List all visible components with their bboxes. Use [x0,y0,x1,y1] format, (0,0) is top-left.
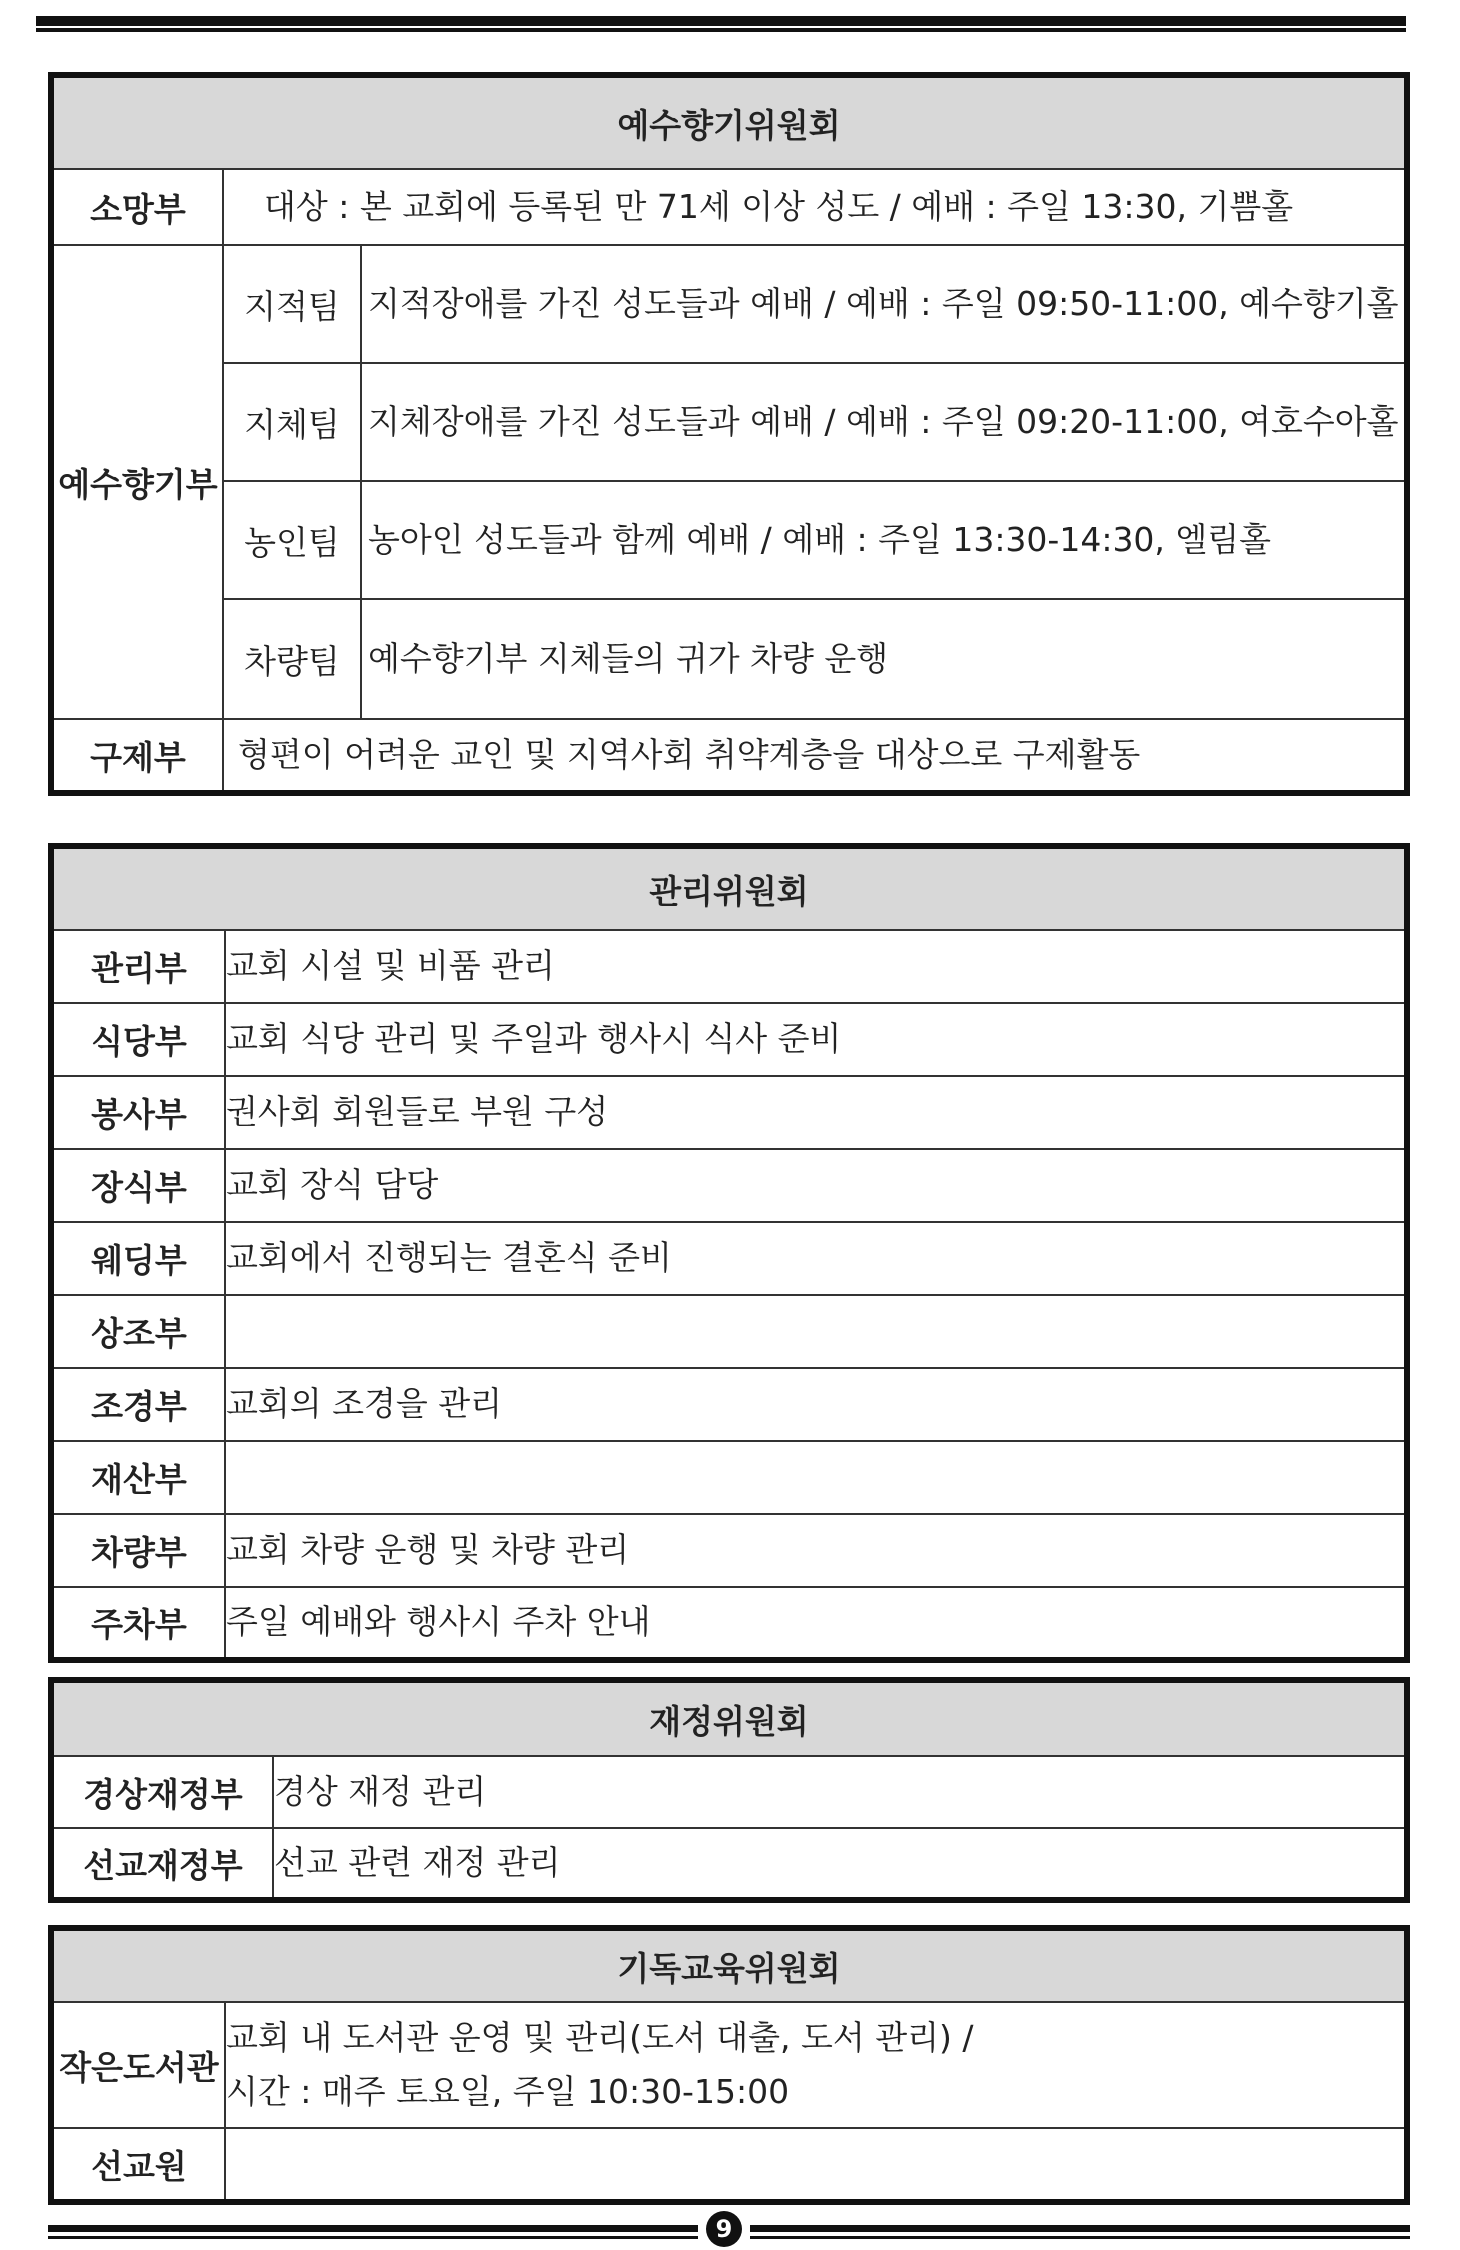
dept-name: 웨딩부 [51,1222,225,1295]
dept-name: 주차부 [51,1587,225,1660]
dept-name: 재산부 [51,1441,225,1514]
dept-description [225,1295,1407,1368]
dept-description: 경상 재정 관리 [273,1756,1407,1828]
dept-description: 교회 장식 담당 [225,1149,1407,1222]
education-committee-table [48,1925,1410,2205]
dept-mission-school: 선교원 [51,2128,225,2202]
dept-guje: 구제부 [51,719,223,793]
team-description: 지적장애를 가진 성도들과 예배 / 예배 : 주일 09:50-11:00, 예수향기홀 [361,245,1407,363]
dept-description: 교회에서 진행되는 결혼식 준비 [225,1222,1407,1295]
management-committee-table [48,843,1410,1663]
dept-description [225,2128,1407,2202]
dept-description: 교회의 조경을 관리 [225,1368,1407,1441]
dept-description: 형편이 어려운 교인 및 지역사회 취약계층을 대상으로 구제활동 [223,719,1407,793]
dept-description: 주일 예배와 행사시 주차 안내 [225,1587,1407,1660]
top-rule-thick [36,16,1406,26]
dept-somang: 소망부 [51,169,223,245]
dept-name: 차량부 [51,1514,225,1587]
team-name: 차량팀 [223,599,361,719]
team-name: 지체팀 [223,363,361,481]
team-name: 농인팀 [223,481,361,599]
dept-name: 조경부 [51,1368,225,1441]
committee-title: 기독교육위원회 [51,1928,1407,2002]
dept-description: 교회 시설 및 비품 관리 [225,930,1407,1003]
dept-description [225,1441,1407,1514]
dept-description [225,2002,1407,2128]
team-description: 예수향기부 지체들의 귀가 차량 운행 [361,599,1407,719]
library-desc-line2: 시간 : 매주 토요일, 주일 10:30-15:00 [226,2072,790,2111]
dept-name: 선교재정부 [51,1828,273,1900]
dept-name: 식당부 [51,1003,225,1076]
dept-description: 권사회 회원들로 부원 구성 [225,1076,1407,1149]
bottom-rule-thin-left [48,2236,698,2239]
dept-name: 상조부 [51,1295,225,1368]
library-desc-line1: 교회 내 도서관 운영 및 관리(도서 대출, 도서 관리) / [226,2017,974,2057]
jesus-hope-committee-table [48,72,1410,796]
bottom-rule-right [750,2225,1410,2232]
dept-name: 봉사부 [51,1076,225,1149]
dept-description: 교회 차량 운행 및 차량 관리 [225,1514,1407,1587]
bottom-rule-thin-right [750,2236,1410,2239]
team-description: 지체장애를 가진 성도들과 예배 / 예배 : 주일 09:20-11:00, 여호수아홀 [361,363,1407,481]
dept-description: 대상 : 본 교회에 등록된 만 71세 이상 성도 / 예배 : 주일 13:30, 기쁨홀 [223,169,1407,245]
dept-small-library: 작은도서관 [51,2002,225,2128]
dept-description: 교회 식당 관리 및 주일과 행사시 식사 준비 [225,1003,1407,1076]
dept-description: 선교 관련 재정 관리 [273,1828,1407,1900]
team-description: 농아인 성도들과 함께 예배 / 예배 : 주일 13:30-14:30, 엘림홀 [361,481,1407,599]
page-number: 9 [706,2211,742,2247]
finance-committee-table [48,1677,1410,1903]
dept-name: 경상재정부 [51,1756,273,1828]
dept-yesu-hyanggi: 예수향기부 [51,245,223,719]
top-rule-thin [36,28,1406,32]
bottom-rule-left [48,2225,698,2232]
dept-name: 장식부 [51,1149,225,1222]
dept-name: 관리부 [51,930,225,1003]
team-name: 지적팀 [223,245,361,363]
committee-title: 관리위원회 [51,846,1407,930]
committee-title: 예수향기위원회 [51,75,1407,169]
committee-title: 재정위원회 [51,1680,1407,1756]
